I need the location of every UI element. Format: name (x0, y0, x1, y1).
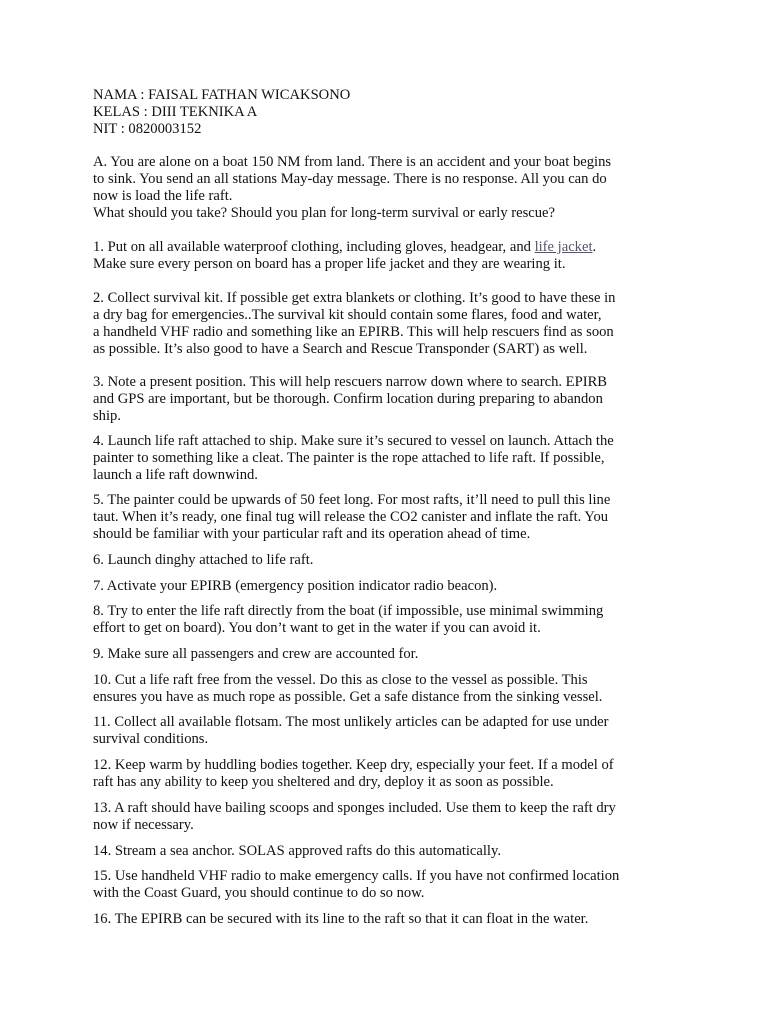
text-line: A. You are alone on a boat 150 NM from land. There is an accident and your boat begins (93, 154, 612, 170)
text-line: 11. Collect all available flotsam. The most unlikely articles can be adapted for use under (93, 714, 609, 730)
text-line: 10. Cut a life raft free from the vessel. Do this as close to the vessel as possible. This (93, 672, 588, 688)
text-line: now if necessary. (93, 817, 194, 833)
list-item-8 (93, 603, 663, 637)
text-line: a dry bag for emergencies..The survival kit should contain some flares, food and water, (93, 307, 602, 323)
text-line: ship. (93, 408, 121, 424)
text-line: with the Coast Guard, you should continue to do so now. (93, 885, 425, 901)
text-line: a handheld VHF radio and something like an EPIRB. This will help rescuers find as soon (93, 324, 614, 340)
list-item-6 (93, 552, 663, 569)
text-line: 9. Make sure all passengers and crew are accounted for. (93, 646, 419, 662)
text-line: 3. Note a present position. This will help rescuers narrow down where to search. EPIRB (93, 374, 608, 390)
text-line: taut. When it’s ready, one final tug will release the CO2 canister and inflate the raft. You (93, 509, 609, 525)
life-jacket-link[interactable]: life jacket (534, 239, 593, 255)
list-item-15 (93, 868, 663, 902)
list-item-13 (93, 800, 663, 834)
student-name: NAMA : FAISAL FATHAN WICAKSONO (93, 87, 351, 103)
intro-paragraph (93, 154, 663, 222)
text-line: 14. Stream a sea anchor. SOLAS approved rafts do this automatically. (93, 843, 501, 859)
text-segment: . (592, 239, 597, 255)
text-line: ensures you have as much rope as possible. Get a safe distance from the sinking vessel. (93, 689, 603, 705)
text-line: 13. A raft should have bailing scoops and sponges included. Use them to keep the raft dry (93, 800, 616, 816)
student-header (93, 87, 350, 138)
list-item-12 (93, 757, 663, 791)
list-item-4 (93, 433, 663, 484)
text-line: 16. The EPIRB can be secured with its line to the raft so that it can float in the water. (93, 911, 589, 927)
text-line: 2. Collect survival kit. If possible get extra blankets or clothing. It’s good to have these in (93, 290, 616, 306)
text-line: launch a life raft downwind. (93, 467, 258, 483)
text-segment: 1. Put on all available waterproof clothing, including gloves, headgear, and (93, 239, 535, 255)
text-line (93, 239, 663, 256)
list-item-1 (93, 239, 663, 273)
list-item-9 (93, 646, 663, 663)
list-item-7 (93, 578, 663, 595)
list-item-14 (93, 843, 663, 860)
list-item-10 (93, 672, 663, 706)
text-line: now is load the life raft. (93, 188, 233, 204)
text-line: painter to something like a cleat. The painter is the rope attached to life raft. If possible, (93, 450, 605, 466)
student-class: KELAS : DIII TEKNIKA A (93, 104, 258, 120)
list-item-11 (93, 714, 663, 748)
text-line: 5. The painter could be upwards of 50 feet long. For most rafts, it’ll need to pull this line (93, 492, 611, 508)
text-line: to sink. You send an all stations May-day message. There is no response. All you can do (93, 171, 607, 187)
text-line: 8. Try to enter the life raft directly from the boat (if impossible, use minimal swimming (93, 603, 604, 619)
text-line: 6. Launch dinghy attached to life raft. (93, 552, 314, 568)
student-id: NIT : 0820003152 (93, 121, 202, 137)
text-line: survival conditions. (93, 731, 209, 747)
text-line: as possible. It’s also good to have a Search and Rescue Transponder (SART) as well. (93, 341, 588, 357)
text-line: and GPS are important, but be thorough. Confirm location during preparing to abandon (93, 391, 603, 407)
text-line: 7. Activate your EPIRB (emergency position indicator radio beacon). (93, 578, 498, 594)
text-line: should be familiar with your particular raft and its operation ahead of time. (93, 526, 531, 542)
list-item-2 (93, 290, 663, 358)
list-item-5 (93, 492, 663, 543)
text-line: Make sure every person on board has a proper life jacket and they are wearing it. (93, 256, 566, 272)
text-line: 12. Keep warm by huddling bodies together. Keep dry, especially your feet. If a model of (93, 757, 614, 773)
text-line: raft has any ability to keep you sheltered and dry, deploy it as soon as possible. (93, 774, 554, 790)
list-item-16 (93, 911, 663, 928)
text-line: effort to get on board). You don’t want to get in the water if you can avoid it. (93, 620, 541, 636)
text-line: What should you take? Should you plan for long-term survival or early rescue? (93, 205, 556, 221)
text-line: 4. Launch life raft attached to ship. Make sure it’s secured to vessel on launch. Attach the (93, 433, 614, 449)
text-line: 15. Use handheld VHF radio to make emergency calls. If you have not confirmed location (93, 868, 620, 884)
list-item-3 (93, 374, 663, 425)
